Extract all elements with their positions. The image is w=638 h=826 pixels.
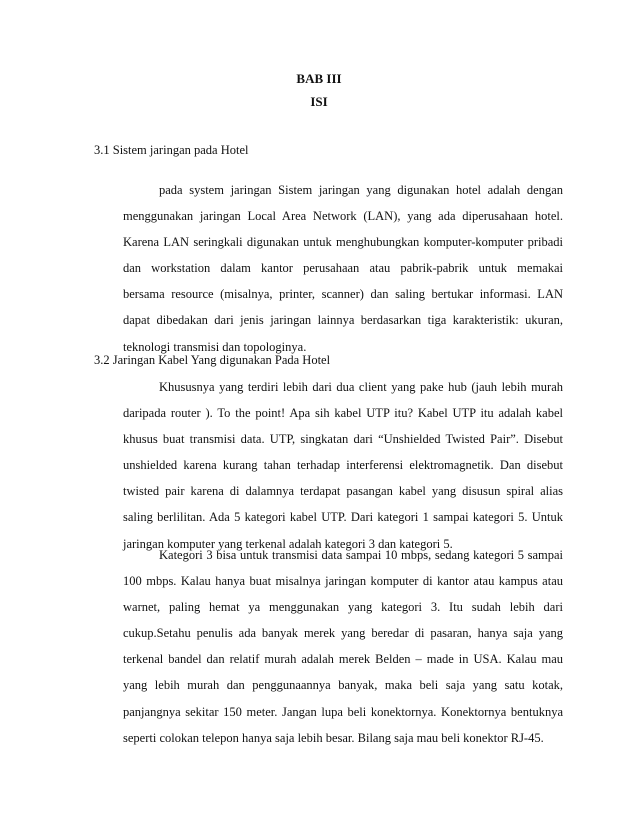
paragraph-3-2-b <box>123 542 563 751</box>
text-line: cukup.Setahu penulis ada banyak merek yang beredar di pasaran, hanya saja yang <box>123 626 563 641</box>
text-line: Karena LAN seringkali digunakan untuk menghubungkan komputer-komputer pribadi <box>123 235 563 250</box>
text-line: panjangnya sekitar 150 meter. Jangan lupa beli konektornya. Konektornya bentuknya <box>123 704 563 719</box>
chapter-label: BAB III <box>296 71 342 86</box>
chapter-title: ISI <box>310 94 328 109</box>
section-heading-3-1: 3.1 Sistem jaringan pada Hotel <box>94 143 249 157</box>
text-line: khusus buat transmisi data. UTP, singkatan dari “Unshielded Twisted Pair”. Disebut <box>123 432 563 447</box>
text-line: 100 mbps. Kalau hanya buat misalnya jaringan komputer di kantor atau kampus atau <box>123 574 563 589</box>
text-line: unshielded karena kurang tahan terhadap interferensi elektromagnetik. Dan disebut <box>123 458 563 473</box>
text-line: daripada router ). To the point! Apa sih kabel UTP itu? Kabel UTP itu adalah kabel <box>123 406 563 421</box>
section-heading-3-2: 3.2 Jaringan Kabel Yang digunakan Pada Hotel <box>94 353 331 367</box>
text-line: saling berlilitan. Ada 5 kategori kabel UTP. Dari kategori 1 sampai kategori 5. Untuk <box>123 510 563 525</box>
text-line: warnet, paling hemat ya menggunakan yang kategori 3. Itu sudah lebih dari <box>123 600 563 615</box>
text-line: jaringan komputer yang terkenal adalah kategori 3 dan kategori 5. <box>123 536 453 551</box>
text-line: teknologi transmisi dan topologinya. <box>123 339 307 354</box>
text-line: bersama resource (misalnya, printer, scanner) dan saling bertukar informasi. LAN <box>123 287 563 302</box>
text-line: pada system jaringan Sistem jaringan yang digunakan hotel adalah dengan <box>159 183 563 197</box>
text-line: twisted pair karena di dalamnya terdapat pasangan kabel yang disusun spiral alias <box>123 484 563 499</box>
text-line: dan workstation dalam kantor perusahaan atau pabrik-pabrik untuk memakai <box>123 261 563 276</box>
text-line: seperti colokan telepon hanya saja lebih besar. Bilang saja mau beli konektor RJ-45. <box>123 730 544 745</box>
text-line: dapat dibedakan dari jenis jaringan lainnya berdasarkan tiga karakteristik: ukuran, <box>123 313 563 328</box>
paragraph-3-1 <box>123 177 563 360</box>
text-line: menggunakan jaringan Local Area Network (LAN), yang ada diperusahaan hotel. <box>123 209 563 224</box>
text-line: yang lebih murah dan penggunaannya banyak, maka beli saja yang satu kotak, <box>123 678 563 693</box>
text-line: Kategori 3 bisa untuk transmisi data sampai 10 mbps, sedang kategori 5 sampai <box>159 548 563 562</box>
text-line: terkenal bandel dan relatif murah adalah merek Belden – made in USA. Kalau mau <box>123 652 563 667</box>
text-line: Khususnya yang terdiri lebih dari dua client yang pake hub (jauh lebih murah <box>159 380 563 394</box>
paragraph-3-2-a <box>123 374 563 557</box>
